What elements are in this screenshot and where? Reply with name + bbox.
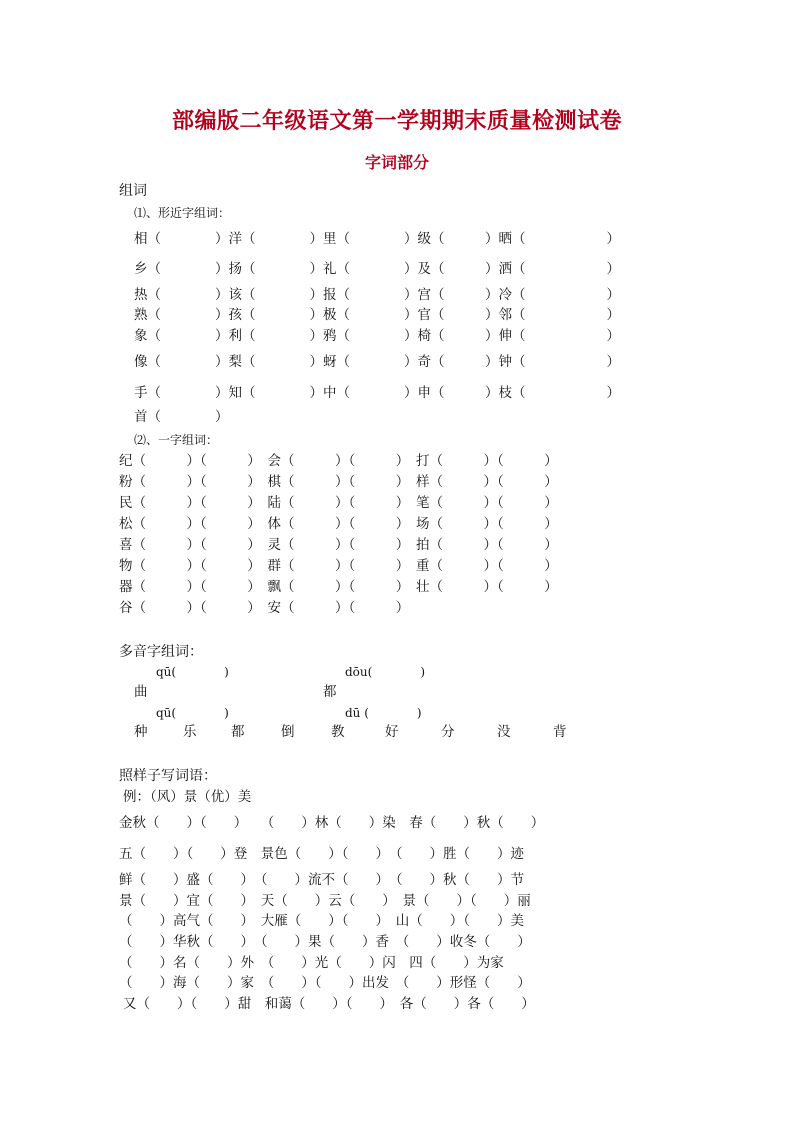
pinyin-du: dū ( ): [345, 706, 422, 720]
word-row: （ ）华秋（ ） （ ）果（ ）香 （ ）收冬（ ）: [119, 934, 531, 950]
part1-row: 熟（ ）孩（ ）极（ ）官（ ）邻（ ）: [134, 307, 620, 323]
polyphone-char: 都: [231, 724, 245, 740]
part1-row: 相（ ）洋（ ）里（ ）级（ ）晒（ ）: [134, 231, 620, 247]
part2-row: 谷（ ）（ ） 安（ ）（ ）: [119, 600, 410, 616]
word-row: 又（ ）（ ）甜 和蔼（ ）（ ） 各（ ）各（ ）: [123, 996, 535, 1012]
part1-row: 热（ ）该（ ）报（ ）宫（ ）冷（ ）: [134, 287, 620, 303]
page-subtitle: 字词部分: [364, 153, 429, 172]
word-row: 五（ ）（ ）登 景色（ ）（ ） （ ）胜（ ）迹: [119, 846, 524, 862]
part1-row: 乡（ ）扬（ ）礼（ ）及（ ）洒（ ）: [134, 261, 620, 277]
part2-row: 喜（ ）（ ） 灵（ ）（ ） 拍（ ）（ ）: [119, 537, 558, 553]
word-row: （ ）名（ ）外 （ ）光（ ）闪 四（ ）为家: [119, 955, 504, 971]
char-qu: 曲: [134, 684, 148, 700]
polyphone-char: 好: [385, 724, 399, 740]
part1-row: 首（ ）: [134, 409, 229, 425]
part2-row: 粉（ ）（ ） 棋（ ）（ ） 样（ ）（ ）: [119, 474, 558, 490]
section-heading-duoyin: 多音字组词：: [119, 644, 203, 660]
part2-row: 物（ ）（ ） 群（ ）（ ） 重（ ）（ ）: [119, 558, 558, 574]
polyphone-char: 教: [331, 724, 345, 740]
polyphone-char: 分: [441, 724, 455, 740]
pinyin-dou: dōu( ): [345, 665, 425, 679]
polyphone-char: 背: [553, 724, 567, 740]
part1-row: 象（ ）利（ ）鸦（ ）椅（ ）伸（ ）: [134, 328, 620, 344]
char-dou: 都: [323, 684, 337, 700]
word-row: 景（ ）宜（ ） 天（ ）云（ ） 景（ ）（ ）丽: [119, 893, 531, 909]
part1-row: 手（ ）知（ ）中（ ）申（ ）枝（ ）: [134, 385, 620, 401]
polyphone-char: 种: [134, 724, 148, 740]
part2-row: 民（ ）（ ） 陆（ ）（ ） 笔（ ）（ ）: [119, 495, 558, 511]
part2-row: 器（ ）（ ） 飘（ ）（ ） 壮（ ）（ ）: [119, 579, 558, 595]
pinyin-qu-2: qū( ): [156, 706, 229, 720]
section-heading-zuci: 组词: [119, 183, 147, 199]
part1-row: 像（ ）梨（ ）蚜（ ）奇（ ）钟（ ）: [134, 354, 620, 370]
word-row: （ ）高气（ ） 大雁（ ）（ ） 山（ ）（ ）美: [119, 913, 524, 929]
word-row: 鲜（ ）盛（ ） （ ）流不（ ） （ ）秋（ ）节: [119, 872, 524, 888]
example-line: 例：（风）景（优）美: [123, 789, 252, 805]
polyphone-char: 倒: [281, 724, 295, 740]
section-heading-zhaoyang: 照样子写词语：: [119, 768, 217, 784]
word-row: （ ）海（ ）家 （ ）（ ）出发 （ ）形怪（ ）: [119, 975, 531, 991]
polyphone-char: 乐: [183, 724, 197, 740]
word-row: 金秋（ ）（ ） （ ）林（ ）染 春（ ）秋（ ）: [119, 815, 545, 831]
polyphone-char: 没: [497, 724, 511, 740]
page-title: 部编版二年级语文第一学期期末质量检测试卷: [171, 109, 622, 134]
part2-row: 松（ ）（ ） 体（ ）（ ） 场（ ）（ ）: [119, 516, 558, 532]
part1-label: ⑴、形近字组词：: [134, 206, 231, 220]
pinyin-qu-1: qū( ): [156, 665, 229, 679]
part2-label: ⑵、一字组词：: [134, 433, 219, 447]
part2-row: 纪（ ）（ ） 会（ ）（ ） 打（ ）（ ）: [119, 453, 558, 469]
